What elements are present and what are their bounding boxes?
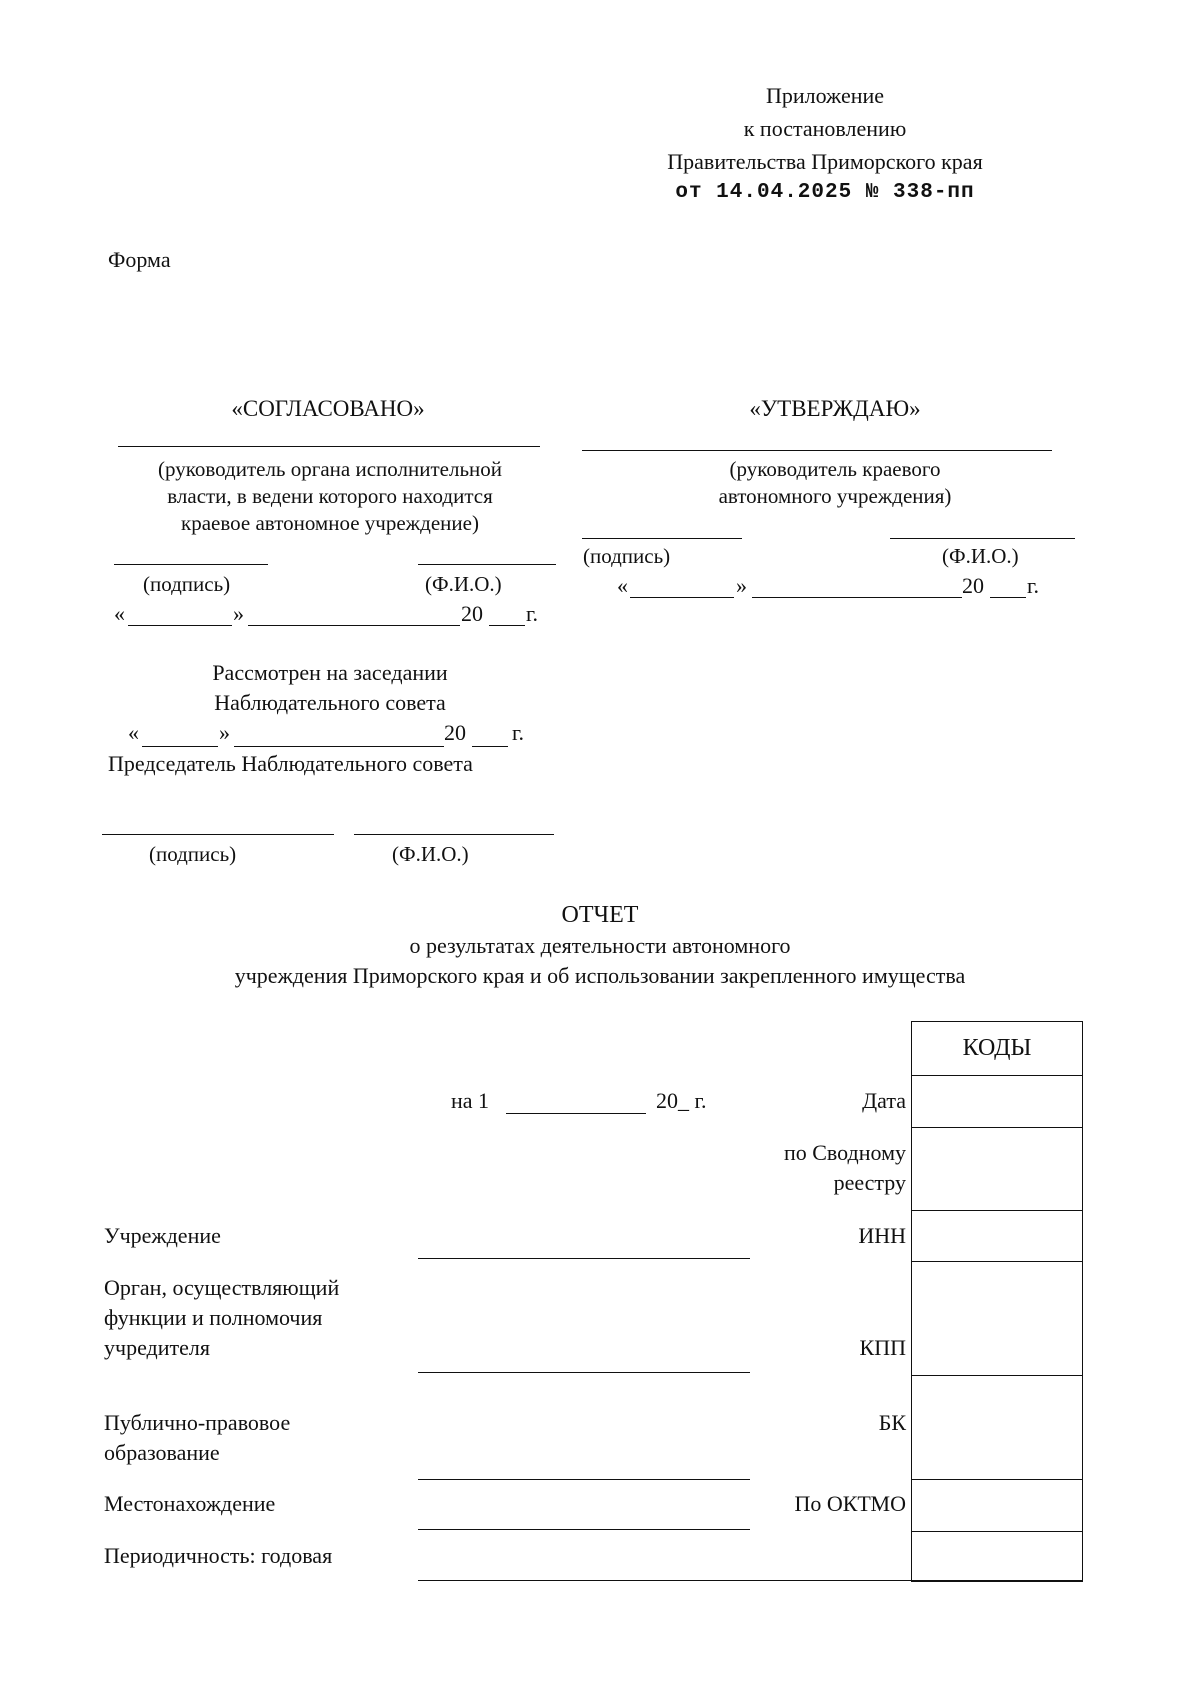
council-date-close: »	[219, 720, 230, 745]
field-location-line	[418, 1529, 750, 1530]
council-sign-line	[102, 834, 334, 835]
appendix-title: Приложение	[765, 83, 885, 108]
field-organ-line	[418, 1372, 750, 1373]
codes-table	[911, 1021, 1083, 1582]
report-subtitle-2: учреждения Приморского края и об использовании закрепленного имущества	[234, 963, 966, 988]
field-organ-label-1: Орган, осуществляющий	[104, 1275, 340, 1300]
council-date-year-line	[472, 746, 508, 747]
label-bk: БК	[878, 1410, 906, 1435]
label-svod-2: реестру	[833, 1170, 906, 1195]
council-chair: Председатель Наблюдательного совета	[108, 751, 473, 776]
agreed-date-open: «	[114, 601, 125, 626]
code-cell-date	[912, 1075, 1082, 1127]
code-cell-oktmo	[912, 1479, 1082, 1531]
field-periodicity-line	[418, 1580, 1083, 1581]
agreed-desc-1: (руководитель органа исполнительной	[158, 457, 502, 481]
label-date: Дата	[862, 1088, 906, 1113]
field-organ-label-3: учредителя	[104, 1335, 210, 1360]
approve-desc-1: (руководитель краевого	[729, 457, 941, 481]
agreed-date-close: »	[233, 601, 244, 626]
report-title: ОТЧЕТ	[561, 902, 639, 928]
council-date-open: «	[128, 720, 139, 745]
council-line-2: Наблюдательного совета	[214, 690, 446, 715]
code-cell-kpp	[912, 1261, 1082, 1375]
field-organ-label-2: функции и полномочия	[104, 1305, 323, 1330]
approve-date-g: г.	[1027, 573, 1040, 598]
approve-sign-caption: (подпись)	[583, 544, 671, 568]
code-cell-inn	[912, 1210, 1082, 1261]
council-date-month-line	[234, 746, 444, 747]
period-year: 20_ г.	[656, 1088, 707, 1113]
approve-date-month-line	[752, 597, 962, 598]
agreed-title: «СОГЛАСОВАНО»	[231, 396, 425, 421]
council-sign-caption: (подпись)	[149, 842, 237, 866]
approve-title: «УТВЕРЖДАЮ»	[749, 396, 921, 421]
field-public-label-1: Публично-правовое	[104, 1410, 291, 1435]
form-label: Форма	[108, 247, 171, 272]
approve-date-year-line	[990, 597, 1026, 598]
label-kpp: КПП	[859, 1335, 906, 1360]
agreed-date-g: г.	[526, 601, 539, 626]
label-svod-1: по Сводному	[783, 1140, 906, 1165]
agreed-desc-2: власти, в ведени которого находится	[167, 484, 493, 508]
council-fio-line	[354, 834, 554, 835]
field-public-line	[418, 1479, 750, 1480]
agreed-date-year-line	[489, 625, 525, 626]
period-date-line	[506, 1113, 646, 1114]
agreed-sign-caption: (подпись)	[143, 572, 231, 596]
approve-desc-2: автономного учреждения)	[718, 484, 952, 508]
agreed-fio-line	[418, 564, 556, 565]
code-cell-bk	[912, 1375, 1082, 1479]
field-institution-label: Учреждение	[104, 1223, 221, 1248]
code-cell-svod	[912, 1127, 1082, 1210]
approve-date-year: 20	[962, 573, 984, 598]
approve-signature-line	[582, 450, 1052, 451]
approve-fio-line	[890, 538, 1075, 539]
council-date-day-line	[142, 746, 218, 747]
codes-header: КОДЫ	[962, 1035, 1032, 1061]
field-location-label: Местонахождение	[104, 1491, 276, 1516]
approve-date-close: »	[736, 573, 747, 598]
agreed-signature-line	[118, 446, 540, 447]
agreed-fio-caption: (Ф.И.О.)	[425, 572, 502, 596]
approve-date-open: «	[617, 573, 628, 598]
field-periodicity-label: Периодичность: годовая	[104, 1543, 333, 1568]
decree-number: от 14.04.2025 № 338-пп	[675, 181, 975, 204]
council-line-1: Рассмотрен на заседании	[212, 660, 448, 685]
approve-fio-caption: (Ф.И.О.)	[942, 544, 1019, 568]
field-institution-line	[418, 1258, 750, 1259]
agreed-desc-3: краевое автономное учреждение)	[181, 511, 479, 535]
appendix-line2: к постановлению	[743, 116, 907, 141]
approve-date-day-line	[630, 597, 734, 598]
period-prefix: на 1	[451, 1088, 490, 1113]
label-oktmo: По ОКТМО	[794, 1491, 906, 1516]
appendix-line3: Правительства Приморского края	[667, 149, 983, 174]
field-public-label-2: образование	[104, 1440, 220, 1465]
agreed-date-day-line	[128, 625, 232, 626]
label-inn: ИНН	[858, 1223, 906, 1248]
agreed-sign-line	[114, 564, 268, 565]
council-date-g: г.	[512, 720, 525, 745]
approve-sign-line	[582, 538, 742, 539]
code-cell-period	[912, 1531, 1082, 1581]
council-fio-caption: (Ф.И.О.)	[392, 842, 469, 866]
council-date-year: 20	[444, 720, 466, 745]
agreed-date-year: 20	[461, 601, 483, 626]
agreed-date-month-line	[248, 625, 460, 626]
report-subtitle-1: о результатах деятельности автономного	[409, 933, 791, 958]
